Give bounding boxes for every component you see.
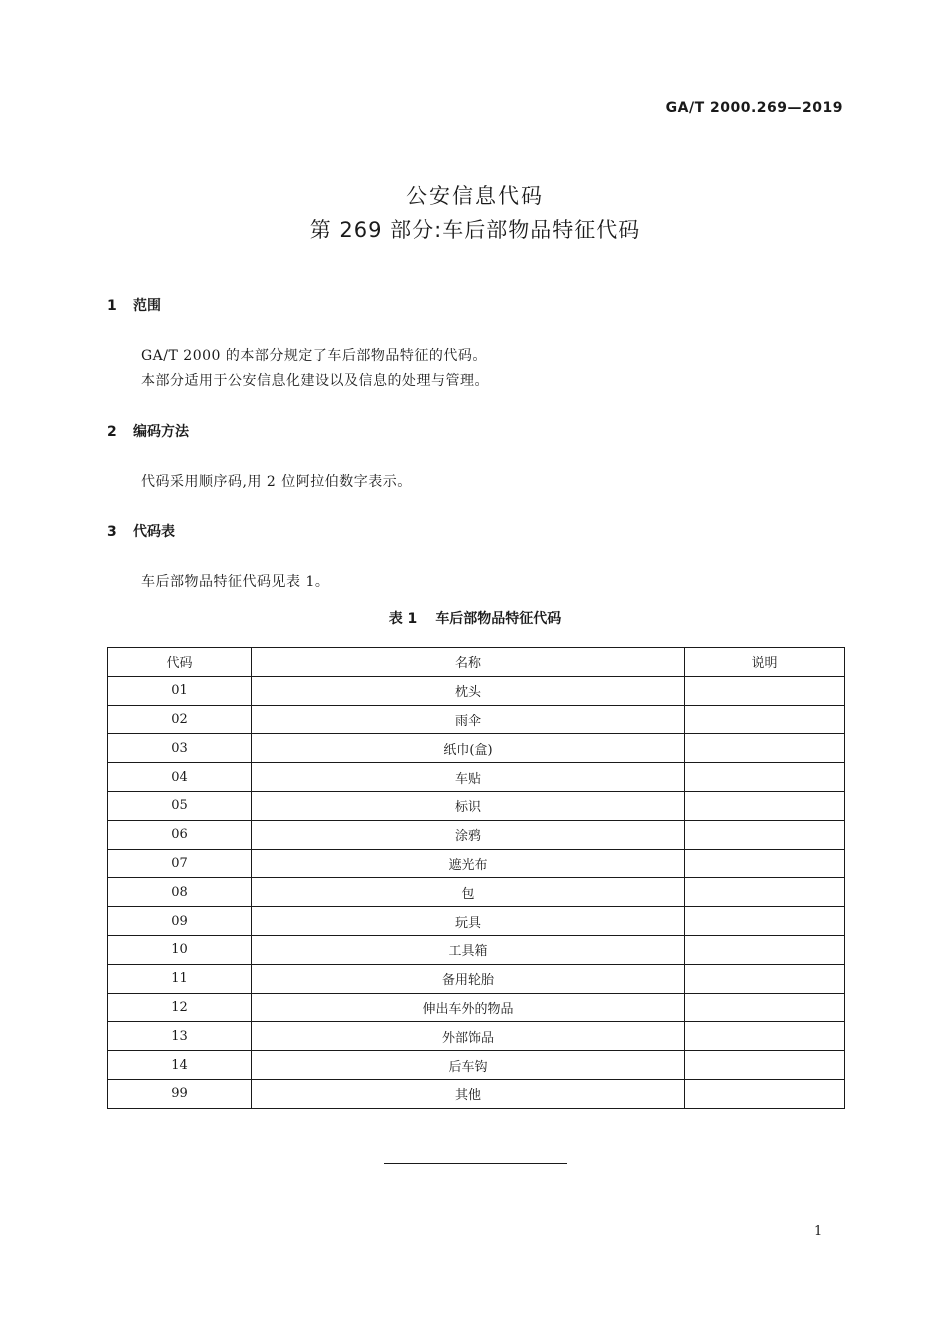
description-cell bbox=[685, 935, 845, 964]
table-caption-text: 车后部物品特征代码 bbox=[435, 611, 562, 627]
code-table bbox=[107, 647, 845, 1109]
table-row bbox=[108, 791, 845, 820]
description-cell bbox=[685, 734, 845, 763]
end-rule bbox=[384, 1163, 567, 1164]
section-number: 2 bbox=[107, 424, 117, 440]
description-cell bbox=[685, 878, 845, 907]
table-row bbox=[108, 820, 845, 849]
document-title-line2: 第 269 部分:车后部物品特征代码 bbox=[309, 218, 641, 242]
paragraph: 本部分适用于公安信息化建设以及信息的处理与管理。 bbox=[141, 373, 489, 389]
code-cell: 12 bbox=[108, 993, 252, 1022]
table-row bbox=[108, 1051, 845, 1080]
description-cell bbox=[685, 705, 845, 734]
code-cell: 99 bbox=[108, 1079, 252, 1108]
paragraph: 代码采用顺序码,用 2 位阿拉伯数字表示。 bbox=[141, 474, 412, 490]
name-cell: 备用轮胎 bbox=[252, 964, 685, 993]
description-cell bbox=[685, 964, 845, 993]
code-cell: 11 bbox=[108, 964, 252, 993]
table-row bbox=[108, 849, 845, 878]
table-header-row bbox=[108, 648, 845, 677]
header-description: 说明 bbox=[685, 648, 845, 677]
table-row bbox=[108, 907, 845, 936]
table-caption-number: 表 1 bbox=[388, 611, 418, 627]
code-cell: 09 bbox=[108, 907, 252, 936]
description-cell bbox=[685, 820, 845, 849]
table-row bbox=[108, 993, 845, 1022]
section-title: 代码表 bbox=[133, 524, 175, 540]
name-cell: 后车钩 bbox=[252, 1051, 685, 1080]
name-cell: 玩具 bbox=[252, 907, 685, 936]
table-row bbox=[108, 878, 845, 907]
table-row bbox=[108, 734, 845, 763]
name-cell: 其他 bbox=[252, 1079, 685, 1108]
section-number: 3 bbox=[107, 524, 117, 540]
name-cell: 涂鸦 bbox=[252, 820, 685, 849]
description-cell bbox=[685, 676, 845, 705]
header-name: 名称 bbox=[252, 648, 685, 677]
table-row bbox=[108, 1022, 845, 1051]
table-row bbox=[108, 935, 845, 964]
code-cell: 10 bbox=[108, 935, 252, 964]
description-cell bbox=[685, 1079, 845, 1108]
section-heading-code-table bbox=[107, 521, 175, 541]
paragraph: 车后部物品特征代码见表 1。 bbox=[141, 574, 330, 590]
page-number: 1 bbox=[814, 1224, 823, 1239]
code-cell: 02 bbox=[108, 705, 252, 734]
table-row bbox=[108, 763, 845, 792]
description-cell bbox=[685, 849, 845, 878]
document-title-line1: 公安信息代码 bbox=[406, 184, 544, 208]
section-title: 编码方法 bbox=[133, 424, 189, 440]
description-cell bbox=[685, 907, 845, 936]
name-cell: 工具箱 bbox=[252, 935, 685, 964]
description-cell bbox=[685, 791, 845, 820]
standard-number: GA/T 2000.269—2019 bbox=[665, 100, 843, 116]
code-cell: 07 bbox=[108, 849, 252, 878]
paragraph: GA/T 2000 的本部分规定了车后部物品特征的代码。 bbox=[141, 348, 487, 364]
table-row bbox=[108, 676, 845, 705]
section-number: 1 bbox=[107, 298, 117, 314]
code-cell: 13 bbox=[108, 1022, 252, 1051]
code-cell: 01 bbox=[108, 676, 252, 705]
section-heading-coding-method bbox=[107, 421, 189, 441]
table-row bbox=[108, 705, 845, 734]
section-title: 范围 bbox=[133, 298, 161, 314]
code-cell: 06 bbox=[108, 820, 252, 849]
description-cell bbox=[685, 1051, 845, 1080]
code-cell: 05 bbox=[108, 791, 252, 820]
name-cell: 包 bbox=[252, 878, 685, 907]
code-cell: 04 bbox=[108, 763, 252, 792]
name-cell: 标识 bbox=[252, 791, 685, 820]
name-cell: 雨伞 bbox=[252, 705, 685, 734]
description-cell bbox=[685, 763, 845, 792]
table-row bbox=[108, 964, 845, 993]
header-code: 代码 bbox=[108, 648, 252, 677]
code-cell: 08 bbox=[108, 878, 252, 907]
description-cell bbox=[685, 1022, 845, 1051]
name-cell: 枕头 bbox=[252, 676, 685, 705]
name-cell: 纸巾(盒) bbox=[252, 734, 685, 763]
section-heading-scope bbox=[107, 295, 161, 315]
code-cell: 14 bbox=[108, 1051, 252, 1080]
code-cell: 03 bbox=[108, 734, 252, 763]
table-caption bbox=[0, 608, 950, 628]
name-cell: 伸出车外的物品 bbox=[252, 993, 685, 1022]
name-cell: 遮光布 bbox=[252, 849, 685, 878]
description-cell bbox=[685, 993, 845, 1022]
table-row bbox=[108, 1079, 845, 1108]
name-cell: 车贴 bbox=[252, 763, 685, 792]
name-cell: 外部饰品 bbox=[252, 1022, 685, 1051]
